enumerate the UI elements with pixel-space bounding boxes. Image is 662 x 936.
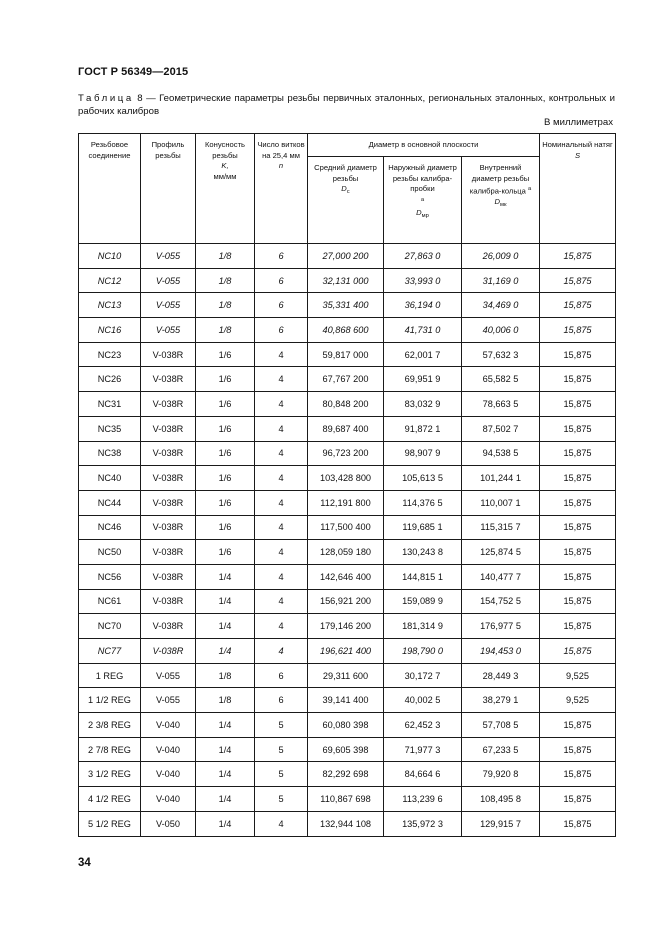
standoff-cell: 15,875: [540, 441, 616, 466]
standoff-cell: 15,875: [540, 392, 616, 417]
document-standard-header: ГОСТ Р 56349—2015: [78, 66, 189, 78]
standoff-cell: 9,525: [540, 663, 616, 688]
ring-diameter-cell: 57,708 5: [462, 713, 540, 738]
table-row: [79, 663, 616, 688]
standoff-cell: 15,875: [540, 787, 616, 812]
profile-cell: V-055: [141, 318, 196, 343]
plug-diameter-cell: 98,907 9: [384, 441, 462, 466]
pitch-diameter-cell: 35,331 400: [308, 293, 384, 318]
taper-cell: 1/8: [196, 318, 255, 343]
standoff-cell: 15,875: [540, 244, 616, 269]
table-row: [79, 466, 616, 491]
tpi-cell: 4: [255, 367, 308, 392]
table-row: [79, 293, 616, 318]
taper-cell: 1/4: [196, 762, 255, 787]
table-row: [79, 639, 616, 664]
header-nominal-standoff: Номинальный натяг S: [540, 134, 616, 244]
standoff-cell: 15,875: [540, 639, 616, 664]
tpi-cell: 5: [255, 762, 308, 787]
taper-cell: 1/4: [196, 787, 255, 812]
plug-diameter-cell: 36,194 0: [384, 293, 462, 318]
taper-cell: 1/4: [196, 639, 255, 664]
ring-diameter-cell: 110,007 1: [462, 490, 540, 515]
plug-diameter-cell: 62,452 3: [384, 713, 462, 738]
ring-diameter-cell: 65,582 5: [462, 367, 540, 392]
pitch-diameter-cell: 69,605 398: [308, 737, 384, 762]
table-row: [79, 811, 616, 836]
table-row: [79, 515, 616, 540]
standoff-cell: 15,875: [540, 540, 616, 565]
standoff-cell: 15,875: [540, 293, 616, 318]
plug-diameter-cell: 159,089 9: [384, 589, 462, 614]
taper-cell: 1/6: [196, 367, 255, 392]
pitch-diameter-cell: 59,817 000: [308, 342, 384, 367]
table-row: [79, 589, 616, 614]
table-caption-text: — Геометрические параметры резьбы первичных эталонных, региональных эталонных, контрольных и рабочих калибров: [78, 93, 616, 117]
pitch-diameter-cell: 40,868 600: [308, 318, 384, 343]
standoff-cell: 15,875: [540, 268, 616, 293]
table-row: [79, 268, 616, 293]
taper-cell: 1/4: [196, 614, 255, 639]
ring-diameter-cell: 125,874 5: [462, 540, 540, 565]
pitch-diameter-cell: 89,687 400: [308, 416, 384, 441]
thread-cell: NC40: [79, 466, 141, 491]
ring-diameter-cell: 34,469 0: [462, 293, 540, 318]
taper-cell: 1/6: [196, 466, 255, 491]
taper-symbol: K,: [221, 161, 229, 171]
profile-cell: V-038R: [141, 490, 196, 515]
tpi-cell: 6: [255, 293, 308, 318]
thread-cell: NC12: [79, 268, 141, 293]
profile-cell: V-038R: [141, 466, 196, 491]
ring-diameter-cell: 94,538 5: [462, 441, 540, 466]
table-row: [79, 762, 616, 787]
standoff-cell: 15,875: [540, 515, 616, 540]
taper-cell: 1/6: [196, 392, 255, 417]
standoff-cell: 15,875: [540, 466, 616, 491]
tpi-cell: 5: [255, 713, 308, 738]
thread-cell: NC10: [79, 244, 141, 269]
taper-cell: 1/8: [196, 663, 255, 688]
table-row: [79, 441, 616, 466]
header-pitch-diameter: Средний диаметр резьбы $D_c$: [308, 157, 384, 244]
pitch-diameter-cell: 80,848 200: [308, 392, 384, 417]
taper-cell: 1/6: [196, 441, 255, 466]
tpi-cell: 6: [255, 268, 308, 293]
pitch-diameter-cell: 156,921 200: [308, 589, 384, 614]
pitch-diameter-cell: 67,767 200: [308, 367, 384, 392]
ring-diameter-cell: 78,663 5: [462, 392, 540, 417]
standoff-cell: 15,875: [540, 318, 616, 343]
footnote-mark: a: [420, 196, 425, 203]
tpi-cell: 4: [255, 342, 308, 367]
tpi-cell: 6: [255, 663, 308, 688]
table-row: [79, 318, 616, 343]
profile-cell: V-038R: [141, 564, 196, 589]
plug-diameter-cell: 181,314 9: [384, 614, 462, 639]
profile-cell: V-038R: [141, 540, 196, 565]
tpi-cell: 4: [255, 490, 308, 515]
tpi-cell: 4: [255, 639, 308, 664]
pitch-diameter-cell: 132,944 108: [308, 811, 384, 836]
pitch-diameter-cell: 39,141 400: [308, 688, 384, 713]
ring-diameter-cell: 140,477 7: [462, 564, 540, 589]
header-diameter-group: Диаметр в основной плоскости: [308, 134, 540, 157]
pitch-diameter-cell: 112,191 800: [308, 490, 384, 515]
plug-diameter-cell: 105,613 5: [384, 466, 462, 491]
thread-cell: NC70: [79, 614, 141, 639]
standoff-cell: 15,875: [540, 367, 616, 392]
tpi-cell: 4: [255, 392, 308, 417]
pitch-diameter-cell: 82,292 698: [308, 762, 384, 787]
pitch-diameter-cell: 110,867 698: [308, 787, 384, 812]
profile-cell: V-038R: [141, 367, 196, 392]
plug-diameter-cell: 27,863 0: [384, 244, 462, 269]
taper-cell: 1/6: [196, 490, 255, 515]
header-threads-per-inch: Число витков на 25,4 мм n: [255, 134, 308, 244]
thread-cell: NC31: [79, 392, 141, 417]
profile-cell: V-055: [141, 688, 196, 713]
header-ring-minor-diameter: Внутренний диаметр резьбы калибра-кольца $^a$ $D_{мк}$: [462, 157, 540, 244]
tpi-cell: 4: [255, 515, 308, 540]
table-row: [79, 244, 616, 269]
thread-parameters-table: [78, 133, 616, 837]
ring-diameter-cell: 101,244 1: [462, 466, 540, 491]
ring-diameter-cell: 115,315 7: [462, 515, 540, 540]
profile-cell: V-038R: [141, 416, 196, 441]
profile-cell: V-055: [141, 293, 196, 318]
plug-diameter-cell: 69,951 9: [384, 367, 462, 392]
tpi-cell: 5: [255, 787, 308, 812]
tpi-cell: 4: [255, 466, 308, 491]
plug-diameter-cell: 40,002 5: [384, 688, 462, 713]
plug-diameter-cell: 71,977 3: [384, 737, 462, 762]
ring-diameter-cell: 194,453 0: [462, 639, 540, 664]
thread-cell: NC56: [79, 564, 141, 589]
table-row: [79, 713, 616, 738]
taper-cell: 1/6: [196, 416, 255, 441]
pitch-diameter-cell: 117,500 400: [308, 515, 384, 540]
ring-diameter-cell: 87,502 7: [462, 416, 540, 441]
table-caption-number: 8: [137, 93, 143, 104]
taper-cell: 1/4: [196, 713, 255, 738]
ring-diameter-cell: 108,495 8: [462, 787, 540, 812]
taper-cell: 1/6: [196, 540, 255, 565]
table-row: [79, 737, 616, 762]
thread-cell: NC35: [79, 416, 141, 441]
profile-cell: V-040: [141, 787, 196, 812]
pitch-diameter-cell: 96,723 200: [308, 441, 384, 466]
ring-diameter-cell: 67,233 5: [462, 737, 540, 762]
pitch-diameter-cell: 32,131 000: [308, 268, 384, 293]
plug-diameter-cell: 33,993 0: [384, 268, 462, 293]
ring-diameter-cell: 28,449 3: [462, 663, 540, 688]
profile-cell: V-050: [141, 811, 196, 836]
profile-cell: V-038R: [141, 441, 196, 466]
profile-cell: V-055: [141, 268, 196, 293]
standoff-symbol: S: [574, 150, 581, 160]
tpi-cell: 6: [255, 318, 308, 343]
standoff-cell: 15,875: [540, 614, 616, 639]
taper-cell: 1/4: [196, 564, 255, 589]
tpi-cell: 6: [255, 244, 308, 269]
standoff-cell: 15,875: [540, 811, 616, 836]
profile-cell: V-038R: [141, 392, 196, 417]
ring-diameter-cell: 79,920 8: [462, 762, 540, 787]
standoff-cell: 15,875: [540, 737, 616, 762]
taper-cell: 1/4: [196, 811, 255, 836]
taper-cell: 1/6: [196, 342, 255, 367]
taper-cell: 1/4: [196, 589, 255, 614]
profile-cell: V-055: [141, 663, 196, 688]
header-thread-profile: Профиль резьбы: [141, 134, 196, 244]
pitch-diameter-cell: 142,646 400: [308, 564, 384, 589]
thread-cell: 1 REG: [79, 663, 141, 688]
table-caption: [78, 93, 615, 118]
taper-cell: 1/8: [196, 268, 255, 293]
plug-diameter-cell: 83,032 9: [384, 392, 462, 417]
plug-diameter-cell: 113,239 6: [384, 787, 462, 812]
plug-diameter-cell: 198,790 0: [384, 639, 462, 664]
pitch-diameter-cell: 60,080 398: [308, 713, 384, 738]
standoff-cell: 15,875: [540, 762, 616, 787]
plug-diameter-cell: 62,001 7: [384, 342, 462, 367]
table-row: [79, 688, 616, 713]
thread-cell: NC38: [79, 441, 141, 466]
tpi-cell: 4: [255, 589, 308, 614]
standoff-cell: 15,875: [540, 416, 616, 441]
standoff-cell: 15,875: [540, 713, 616, 738]
profile-cell: V-038R: [141, 639, 196, 664]
thread-cell: NC16: [79, 318, 141, 343]
plug-diameter-cell: 144,815 1: [384, 564, 462, 589]
units-note: В миллиметрах: [543, 117, 613, 128]
plug-diameter-cell: 41,731 0: [384, 318, 462, 343]
plug-diameter-cell: 30,172 7: [384, 663, 462, 688]
thread-cell: NC50: [79, 540, 141, 565]
taper-cell: 1/8: [196, 244, 255, 269]
taper-cell: 1/6: [196, 515, 255, 540]
plug-diameter-cell: 91,872 1: [384, 416, 462, 441]
ring-diameter-cell: 31,169 0: [462, 268, 540, 293]
thread-cell: NC77: [79, 639, 141, 664]
standoff-cell: 15,875: [540, 564, 616, 589]
thread-cell: NC46: [79, 515, 141, 540]
pitch-diameter-cell: 103,428 800: [308, 466, 384, 491]
taper-cell: 1/8: [196, 293, 255, 318]
table-row: [79, 367, 616, 392]
pitch-diameter-cell: 128,059 180: [308, 540, 384, 565]
page-number: 34: [78, 857, 91, 869]
standoff-cell: 15,875: [540, 342, 616, 367]
table-row: [79, 614, 616, 639]
ring-diameter-cell: 129,915 7: [462, 811, 540, 836]
table-caption-label: Таблица: [78, 93, 134, 104]
header-taper: Конусность резьбы K, мм/мм: [196, 134, 255, 244]
tpi-cell: 4: [255, 564, 308, 589]
tpi-cell: 4: [255, 416, 308, 441]
plug-diameter-cell: 114,376 5: [384, 490, 462, 515]
pitch-diameter-cell: 196,621 400: [308, 639, 384, 664]
thread-cell: NC61: [79, 589, 141, 614]
thread-cell: NC26: [79, 367, 141, 392]
pitch-diameter-cell: 29,311 600: [308, 663, 384, 688]
table-row: [79, 392, 616, 417]
thread-cell: NC23: [79, 342, 141, 367]
footnote-mark: a: [528, 186, 532, 193]
profile-cell: V-038R: [141, 515, 196, 540]
standoff-cell: 9,525: [540, 688, 616, 713]
plug-diameter-cell: 84,664 6: [384, 762, 462, 787]
tpi-symbol: n: [278, 161, 284, 171]
standoff-cell: 15,875: [540, 589, 616, 614]
plug-diameter-cell: 130,243 8: [384, 540, 462, 565]
pitch-diameter-cell: 27,000 200: [308, 244, 384, 269]
thread-cell: 3 1/2 REG: [79, 762, 141, 787]
ring-diameter-cell: 154,752 5: [462, 589, 540, 614]
ring-diameter-cell: 26,009 0: [462, 244, 540, 269]
table-row: [79, 342, 616, 367]
table-row: [79, 416, 616, 441]
profile-cell: V-038R: [141, 342, 196, 367]
taper-unit: мм/мм: [213, 171, 237, 181]
standoff-cell: 15,875: [540, 490, 616, 515]
ring-diameter-cell: 57,632 3: [462, 342, 540, 367]
profile-cell: V-040: [141, 737, 196, 762]
ring-diameter-cell: 38,279 1: [462, 688, 540, 713]
plug-diameter-cell: 119,685 1: [384, 515, 462, 540]
tpi-cell: 4: [255, 441, 308, 466]
pitch-diameter-cell: 179,146 200: [308, 614, 384, 639]
thread-cell: 2 7/8 REG: [79, 737, 141, 762]
header-plug-major-diameter: Наружный диаметр резьбы калибра-пробки $^a$ $D_{мр}$: [384, 157, 462, 244]
table-row: [79, 540, 616, 565]
tpi-cell: 4: [255, 614, 308, 639]
thread-cell: 1 1/2 REG: [79, 688, 141, 713]
profile-cell: V-040: [141, 762, 196, 787]
tpi-cell: 4: [255, 811, 308, 836]
tpi-cell: 5: [255, 737, 308, 762]
table-row: [79, 787, 616, 812]
thread-cell: NC13: [79, 293, 141, 318]
table-body: [79, 244, 616, 837]
thread-cell: 4 1/2 REG: [79, 787, 141, 812]
taper-cell: 1/8: [196, 688, 255, 713]
header-thread-connection: Резьбовое соединение: [79, 134, 141, 244]
tpi-cell: 4: [255, 540, 308, 565]
ring-diameter-cell: 176,977 5: [462, 614, 540, 639]
profile-cell: V-038R: [141, 614, 196, 639]
thread-cell: 5 1/2 REG: [79, 811, 141, 836]
table-row: [79, 490, 616, 515]
profile-cell: V-040: [141, 713, 196, 738]
ring-diameter-cell: 40,006 0: [462, 318, 540, 343]
thread-cell: 2 3/8 REG: [79, 713, 141, 738]
taper-cell: 1/4: [196, 737, 255, 762]
tpi-cell: 6: [255, 688, 308, 713]
profile-cell: V-038R: [141, 589, 196, 614]
thread-cell: NC44: [79, 490, 141, 515]
profile-cell: V-055: [141, 244, 196, 269]
table-row: [79, 564, 616, 589]
plug-diameter-cell: 135,972 3: [384, 811, 462, 836]
